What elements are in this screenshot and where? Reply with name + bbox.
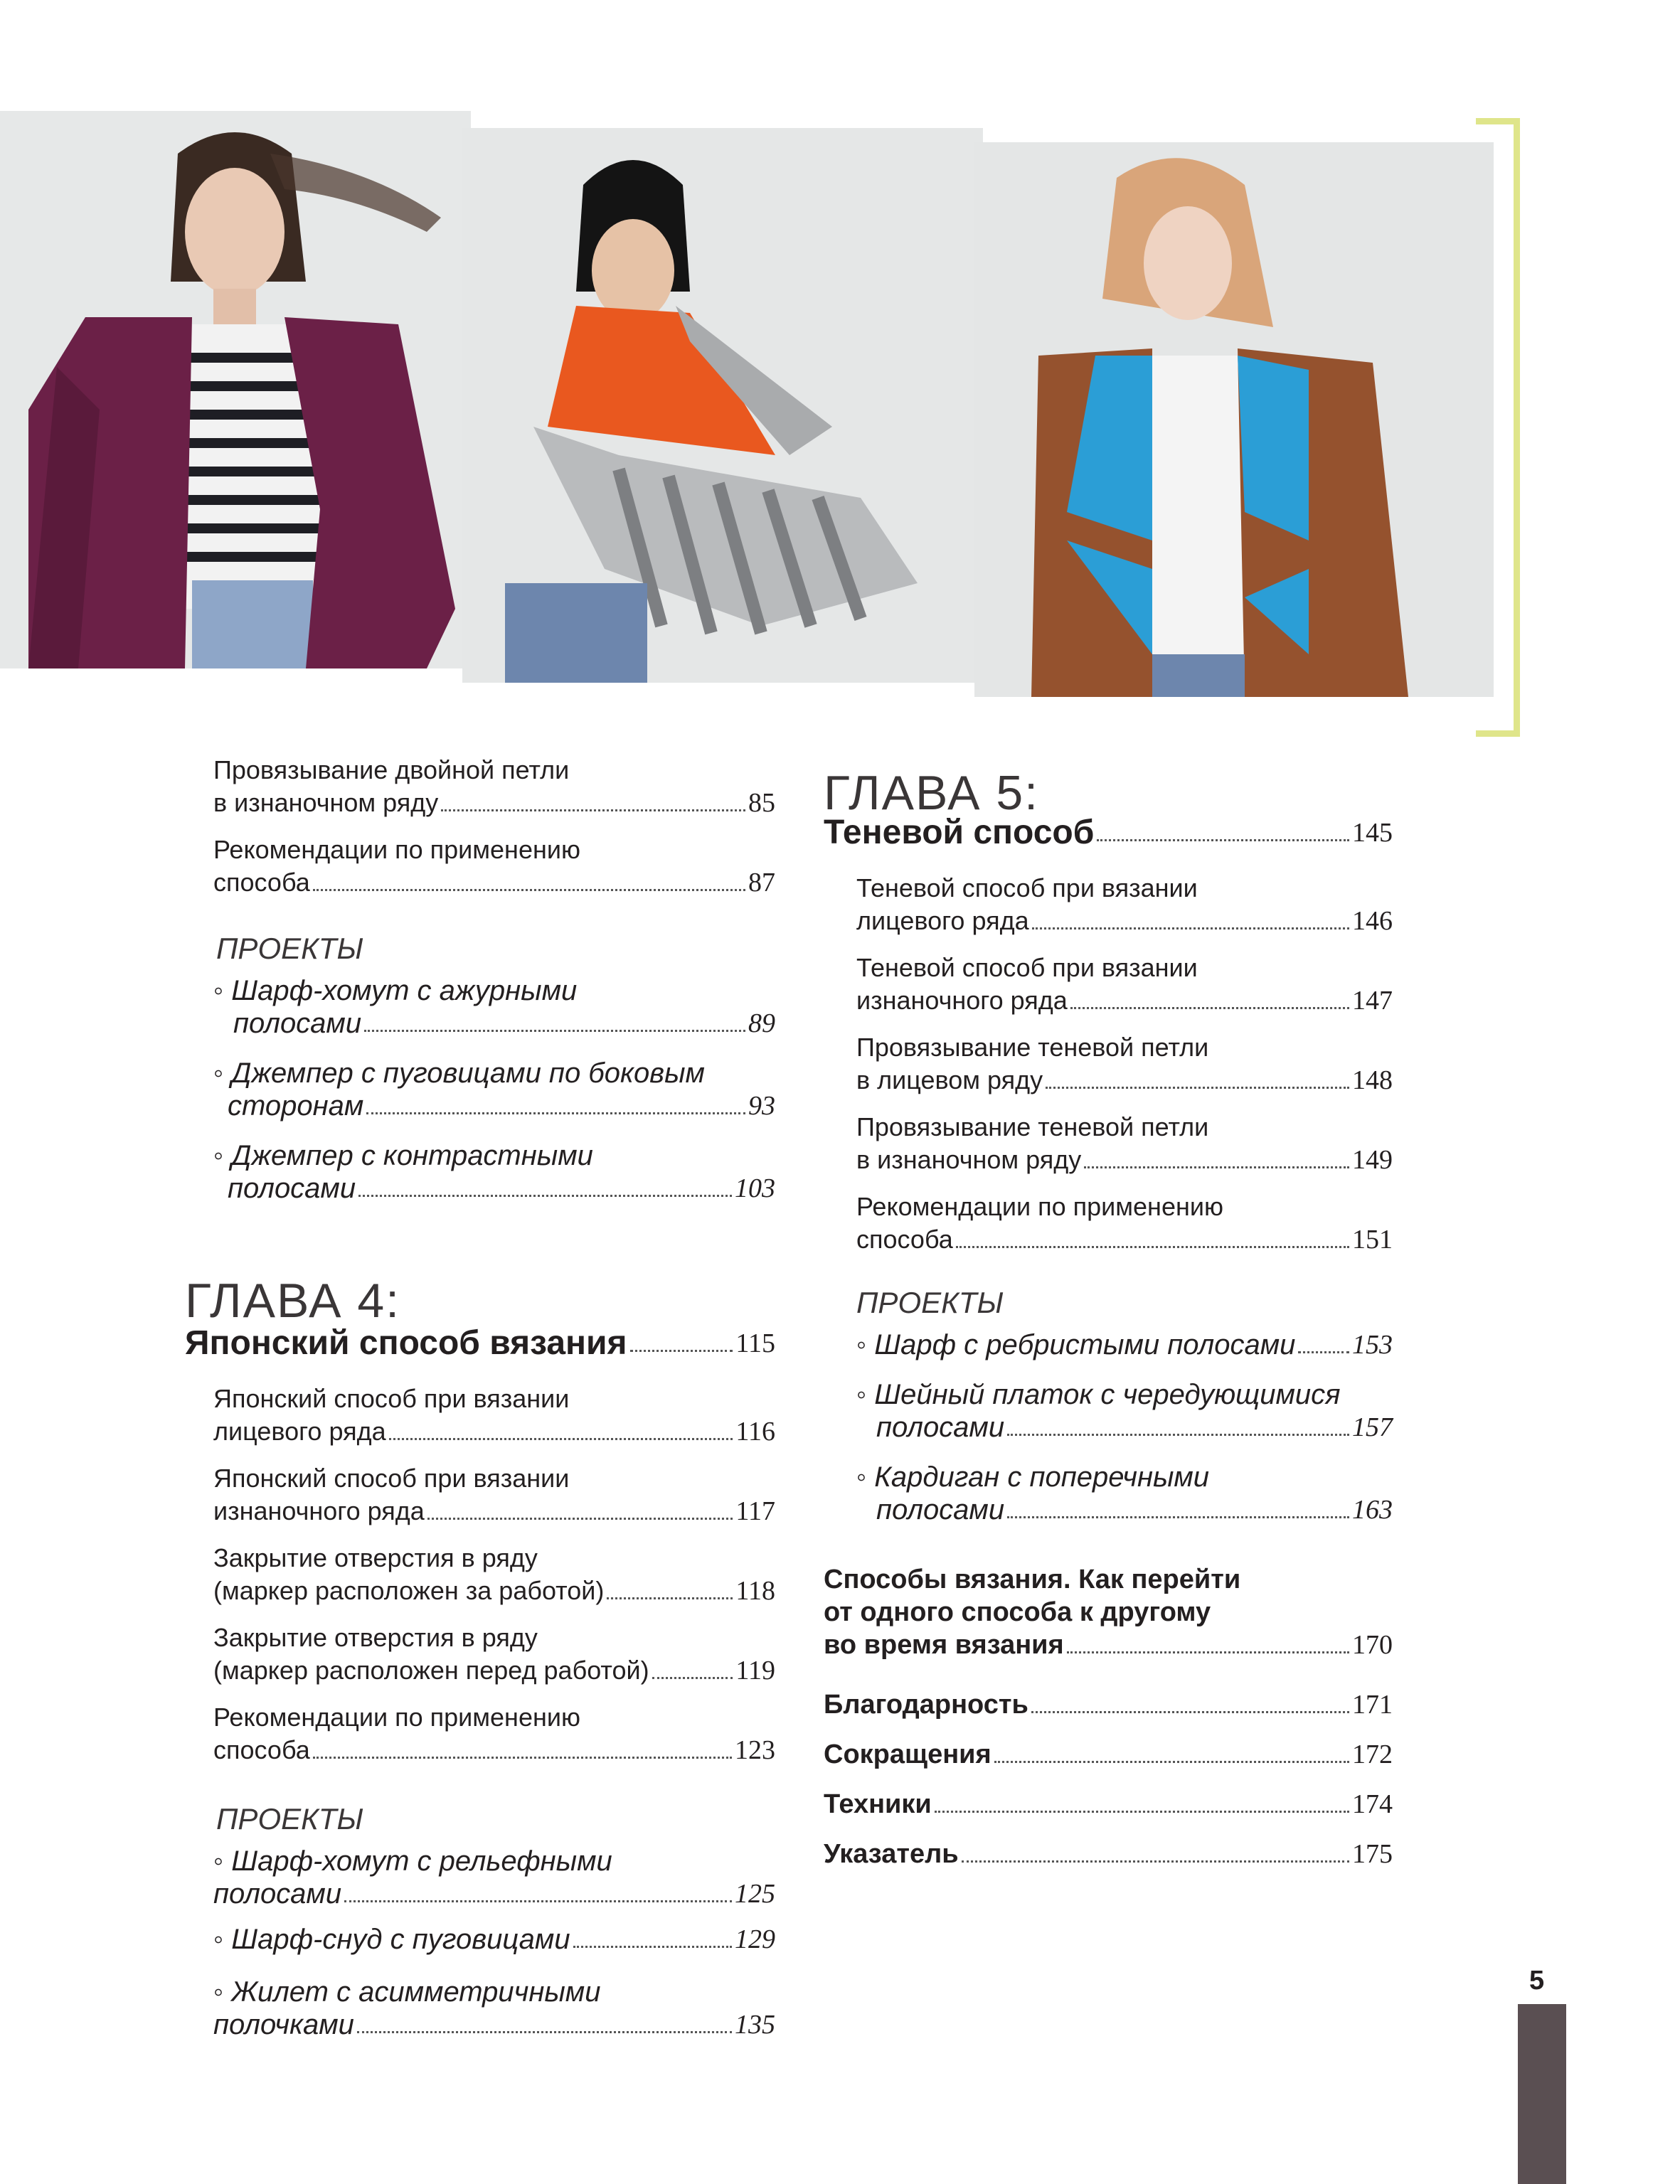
toc-entry[interactable] <box>213 1057 775 1122</box>
entry-title-line: Сокращения <box>824 1740 991 1769</box>
entry-title-line: полосами <box>228 1173 356 1204</box>
entry-title-line: ◦ Шарф-снуд с пуговицами <box>213 1924 570 1955</box>
dot-leader <box>358 1195 732 1197</box>
photo-brown-cardigan <box>974 142 1494 697</box>
dot-leader <box>994 1761 1349 1763</box>
entry-title-line: полосами <box>213 1878 342 1909</box>
entry-page-number: 151 <box>1352 1225 1393 1255</box>
entry-row <box>213 866 775 899</box>
entry-page-number: 115 <box>735 1328 775 1358</box>
chapter-heading: ГЛАВА 5: <box>824 766 1040 820</box>
entry-row <box>213 1734 775 1767</box>
entry-title-line: сторонам <box>228 1090 364 1122</box>
entry-title-line: Закрытие отверстия в ряду <box>213 1623 538 1652</box>
entry-page-number: 148 <box>1352 1065 1393 1095</box>
toc-entry[interactable] <box>213 1542 775 1607</box>
entry-title-line: изнаночного ряда <box>213 1496 425 1525</box>
chapter-heading: ГЛАВА 4: <box>185 1274 401 1328</box>
dot-leader <box>956 1246 1349 1248</box>
entry-title-line: в изнаночном ряду <box>213 788 439 817</box>
dot-leader <box>1097 839 1349 841</box>
entry-row <box>824 1738 1393 1771</box>
entry-title-line: (маркер расположен за работой) <box>213 1576 605 1605</box>
dot-leader <box>935 1811 1349 1813</box>
entry-page-number: 135 <box>735 2010 775 2040</box>
dot-leader <box>313 1757 732 1759</box>
toc-entry[interactable] <box>824 1738 1393 1771</box>
dot-leader <box>1084 1166 1349 1168</box>
dot-leader <box>441 809 745 811</box>
entry-page-number: 119 <box>735 1656 775 1685</box>
dot-leader <box>313 889 745 891</box>
entry-page-number: 85 <box>748 788 775 818</box>
entry-page-number: 175 <box>1352 1839 1393 1869</box>
entry-row <box>213 1654 775 1687</box>
photo-purple-cardigan <box>0 111 471 668</box>
entry-page-number: 87 <box>748 868 775 897</box>
dot-leader <box>366 1112 745 1114</box>
entry-row <box>185 1324 775 1362</box>
entry-row <box>856 1493 1393 1526</box>
entry-title-line: Закрытие отверстия в ряду <box>213 1543 538 1572</box>
entry-title-line: во время вязания <box>824 1630 1064 1660</box>
toc-entry[interactable] <box>213 1845 775 1910</box>
entry-row <box>213 1877 775 1910</box>
dot-leader <box>389 1438 733 1440</box>
entry-title-line: Провязывание двойной петли <box>213 755 570 784</box>
entry-title-line: Техники <box>824 1789 932 1819</box>
dot-leader <box>344 1900 732 1902</box>
toc-entry[interactable] <box>213 1383 775 1448</box>
entry-page-number: 171 <box>1352 1690 1393 1720</box>
dot-leader <box>1032 927 1349 929</box>
dot-leader <box>630 1350 733 1352</box>
entry-title-line: Японский способ при вязании <box>213 1384 570 1413</box>
entry-page-number: 174 <box>1352 1789 1393 1819</box>
entry-title-line: ◦ Шарф-хомут с ажурными <box>213 975 578 1006</box>
entry-row <box>213 1575 775 1607</box>
entry-row <box>213 1007 775 1040</box>
entry-title-line: Теневой способ при вязании <box>856 953 1198 982</box>
entry-page-number: 117 <box>735 1496 775 1526</box>
entry-title-line: Японский способ при вязании <box>213 1464 570 1493</box>
entry-page-number: 172 <box>1352 1740 1393 1769</box>
projects-heading: ПРОЕКТЫ <box>216 1802 363 1836</box>
entry-title-line: изнаночного ряда <box>856 986 1068 1015</box>
entry-row <box>824 1629 1393 1661</box>
entry-page-number: 129 <box>735 1924 775 1954</box>
entry-title-line: ◦ Шарф с ребристыми полосами <box>856 1329 1296 1360</box>
entry-title-line: Рекомендации по применению <box>213 1703 580 1732</box>
page-number: 5 <box>1529 1966 1545 1996</box>
entry-title-line: Указатель <box>824 1839 959 1869</box>
entry-title-line: полосами <box>876 1412 1005 1443</box>
entry-title-line: ◦ Шарф-хомут с рельефными <box>213 1845 612 1877</box>
toc-entry[interactable] <box>213 1621 775 1687</box>
entry-title-line: ◦ Жилет с асимметричными <box>213 1976 601 2008</box>
toc-entry[interactable] <box>856 1328 1393 1361</box>
entry-row <box>824 1838 1393 1870</box>
entry-row <box>856 1223 1393 1256</box>
toc-entry[interactable] <box>213 1462 775 1528</box>
entry-row <box>824 816 1393 849</box>
entry-title-line: от одного способа к другому <box>824 1597 1211 1627</box>
toc-entry[interactable] <box>856 1031 1393 1097</box>
entry-row <box>856 1064 1393 1097</box>
toc-entry[interactable] <box>213 1701 775 1767</box>
entry-row <box>856 1328 1393 1361</box>
entry-title-line: Теневой способ <box>824 814 1095 851</box>
entry-title-line: способа <box>213 868 310 897</box>
toc-entry[interactable] <box>856 1111 1393 1176</box>
toc-entry[interactable] <box>824 1838 1393 1870</box>
accent-bracket <box>1476 118 1520 737</box>
dot-leader <box>357 2031 732 2033</box>
entry-row <box>824 1788 1393 1821</box>
entry-page-number: 123 <box>735 1735 775 1765</box>
entry-page-number: 145 <box>1352 818 1393 848</box>
toc-entry[interactable] <box>213 1139 775 1205</box>
entry-row <box>824 1688 1393 1721</box>
entry-title-line: Рекомендации по применению <box>213 835 580 864</box>
entry-title-line: Благодарность <box>824 1690 1028 1720</box>
entry-row <box>856 1144 1393 1176</box>
entry-row <box>856 905 1393 937</box>
entry-title-line: Способы вязания. Как перейти <box>824 1565 1241 1594</box>
entry-title-line: лицевого ряда <box>213 1417 386 1446</box>
entry-title-line: способа <box>213 1735 310 1764</box>
dot-leader <box>607 1597 733 1599</box>
dot-leader <box>1007 1516 1349 1518</box>
dot-leader <box>1067 1651 1349 1653</box>
entry-page-number: 89 <box>748 1008 775 1038</box>
toc-entry[interactable] <box>856 1190 1393 1256</box>
entry-row <box>213 1923 775 1956</box>
dot-leader <box>1046 1087 1349 1089</box>
toc-entry[interactable] <box>856 1461 1393 1526</box>
entry-row <box>213 2008 775 2041</box>
toc-entry[interactable] <box>824 816 1393 849</box>
toc-entry[interactable] <box>824 1688 1393 1721</box>
projects-heading: ПРОЕКТЫ <box>856 1286 1004 1319</box>
toc-entry[interactable] <box>213 1923 775 1956</box>
dot-leader <box>573 1946 732 1948</box>
entry-page-number: 153 <box>1352 1330 1393 1360</box>
toc-entry[interactable] <box>856 872 1393 937</box>
entry-page-number: 116 <box>735 1417 775 1447</box>
entry-page-number: 163 <box>1352 1495 1393 1525</box>
projects-heading: ПРОЕКТЫ <box>216 932 363 965</box>
toc-entry[interactable] <box>213 833 775 899</box>
entry-row <box>213 1090 775 1122</box>
entry-page-number: 125 <box>735 1879 775 1909</box>
toc-entry[interactable] <box>824 1563 1393 1661</box>
entry-page-number: 103 <box>735 1173 775 1203</box>
dot-leader <box>962 1860 1349 1863</box>
entry-title-line: в изнаночном ряду <box>856 1145 1082 1174</box>
dot-leader <box>427 1518 733 1520</box>
entry-title-line: Провязывание теневой петли <box>856 1033 1209 1062</box>
toc-entry[interactable] <box>856 952 1393 1017</box>
entry-title-line: Японский способ вязания <box>185 1324 627 1362</box>
entry-title-line: ◦ Джемпер с контрастными <box>213 1140 593 1171</box>
toc-entry[interactable] <box>856 1378 1393 1444</box>
toc-entry[interactable] <box>185 1324 775 1362</box>
entry-page-number: 147 <box>1352 986 1393 1016</box>
entry-title-line: полочками <box>213 2009 354 2040</box>
entry-title-line: ◦ Джемпер с пуговицами по боковым <box>213 1058 705 1089</box>
entry-row <box>213 1172 775 1205</box>
entry-title-line: полосами <box>233 1008 362 1039</box>
entry-page-number: 146 <box>1352 906 1393 936</box>
entry-title-line: Теневой способ при вязании <box>856 873 1198 902</box>
entry-row <box>856 984 1393 1017</box>
entry-title-line: способа <box>856 1225 953 1254</box>
entry-title-line: в лицевом ряду <box>856 1065 1043 1094</box>
entry-title-line: (маркер расположен перед работой) <box>213 1656 649 1685</box>
entry-row <box>213 1495 775 1528</box>
entry-title-line: лицевого ряда <box>856 906 1029 935</box>
side-tab <box>1518 2004 1566 2184</box>
entry-title-line: Рекомендации по применению <box>856 1192 1223 1221</box>
dot-leader <box>1070 1007 1349 1009</box>
entry-title-line: Провязывание теневой петли <box>856 1112 1209 1141</box>
entry-title-line: ◦ Шейный платок с чередующимися <box>856 1379 1341 1410</box>
dot-leader <box>1298 1351 1349 1353</box>
toc-entry[interactable] <box>213 754 775 819</box>
entry-row <box>856 1411 1393 1444</box>
dot-leader <box>1031 1711 1349 1713</box>
dot-leader <box>1007 1434 1349 1436</box>
entry-page-number: 157 <box>1352 1412 1393 1442</box>
entry-row <box>213 787 775 819</box>
dot-leader <box>652 1677 733 1679</box>
entry-page-number: 118 <box>735 1576 775 1606</box>
entry-row <box>213 1415 775 1448</box>
entry-page-number: 149 <box>1352 1145 1393 1175</box>
toc-entry[interactable] <box>213 1976 775 2041</box>
entry-title-line: ◦ Кардиган с поперечными <box>856 1461 1210 1493</box>
entry-title-line: полосами <box>876 1494 1005 1525</box>
dot-leader <box>364 1030 745 1032</box>
entry-page-number: 170 <box>1352 1630 1393 1660</box>
photo-orange-shawl <box>462 128 983 683</box>
entry-page-number: 93 <box>748 1091 775 1121</box>
toc-entry[interactable] <box>824 1788 1393 1821</box>
toc-entry[interactable] <box>213 974 775 1040</box>
